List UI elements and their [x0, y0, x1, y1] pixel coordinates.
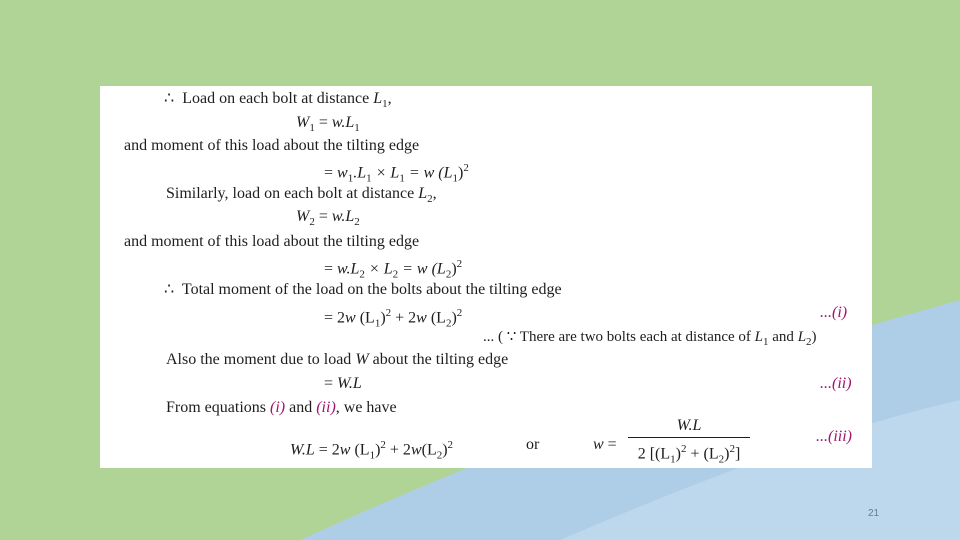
- fraction-denominator: 2 $[(L_1)^2 + (L_2)^2]$: [637, 443, 741, 466]
- line-from-equations: From equations (i) and (ii), we have: [166, 399, 397, 416]
- equation-ref-i: ...(i): [820, 304, 848, 321]
- equation-image: [100, 86, 872, 468]
- equation-moment-2: = $w.L_2 \times L_2 = w$ $(L_2)^2$: [324, 258, 463, 281]
- line-moment-2: and moment of this load about the tilting edge: [124, 233, 420, 250]
- equation-W2: $W_2 = w.L_2$: [296, 208, 360, 229]
- equation-total-moment: = 2w $(L_1)^2 + 2w$ $(L_2)^2$: [324, 307, 463, 330]
- slide-number: 21: [868, 508, 880, 519]
- equation-ref-ii: ...(ii): [820, 375, 852, 392]
- equation-moment-1: = $w_1.L_1 \times L_1 = w$ $(L_1)^2$: [324, 162, 469, 185]
- equation-w-lhs: w =: [593, 436, 617, 453]
- fraction: [622, 416, 756, 471]
- word-or: or: [526, 436, 540, 453]
- line-load-bolt-L1: ∴ Load on each bolt at distance $L_1$,: [164, 90, 392, 111]
- line-bolt-note: ... ( ∵ There are two bolts each at distance of $L_1$ and $L_2$): [483, 329, 817, 348]
- line-moment-load-W: Also the moment due to load W about the tilting edge: [166, 351, 509, 368]
- equation-final-lhs: W.L = 2w $(L_1)^2 + 2w(L_2)^2$: [290, 439, 454, 462]
- line-load-bolt-L2: Similarly, load on each bolt at distance $L_2$,: [166, 185, 437, 206]
- equation-ref-iii: ...(iii): [816, 428, 852, 445]
- equation-moment-WL: = W.L: [324, 375, 362, 392]
- fraction-numerator: W.L: [676, 417, 702, 434]
- equation-W1: $W_1 = w.L_1$: [296, 114, 360, 135]
- line-moment-1: and moment of this load about the tilting edge: [124, 137, 420, 154]
- line-total-moment: ∴ Total moment of the load on the bolts about the tilting edge: [164, 281, 562, 298]
